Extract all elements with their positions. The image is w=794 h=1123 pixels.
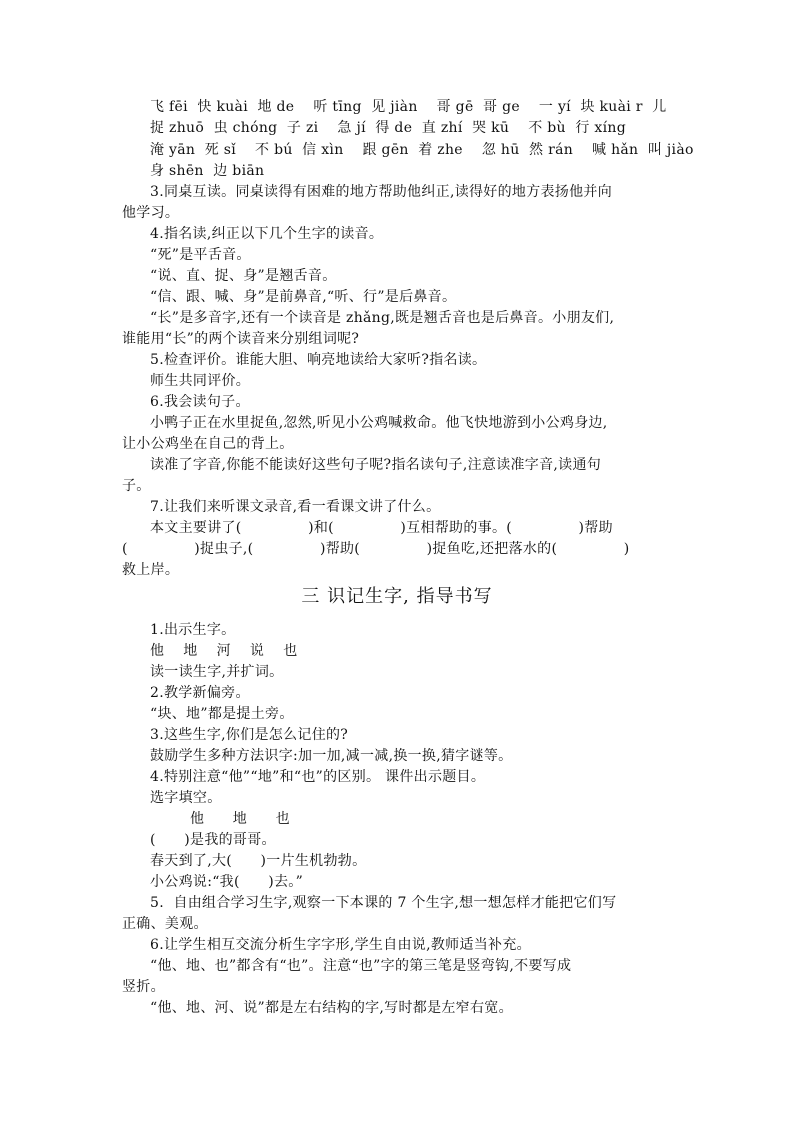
- paragraph-line: 选字填空。: [150, 790, 222, 806]
- paragraph-line: 7.让我们来听课文录音,看一看课文讲了什么。: [150, 499, 441, 515]
- paragraph-line: 他 地 河 说 也: [150, 643, 298, 659]
- paragraph-line: 2.教学新偏旁。: [150, 685, 250, 701]
- paragraph-line: 正确、美观。: [122, 916, 208, 932]
- paragraph-line: 读准了字音,你能不能读好这些句子呢?指名读句子,注意读准字音,读通句: [150, 457, 602, 473]
- paragraph-line: 让小公鸡坐在自己的背上。: [122, 436, 294, 452]
- pinyin-line: 飞 fēi 快 kuài 地 de 听 tīng 见 jiàn 哥 gē 哥 ge 一 yí 块 kuài r 儿: [150, 99, 667, 115]
- paragraph-line: “块、地”都是提土旁。: [150, 706, 294, 722]
- paragraph-line: 5.检查评价。谁能大胆、响亮地读给大家听?指名读。: [150, 352, 487, 368]
- paragraph-line: 师生共同评价。: [150, 373, 251, 389]
- pinyin-line: 身 shēn 边 biān: [150, 163, 265, 179]
- paragraph-line: 6.我会读句子。: [150, 394, 250, 410]
- paragraph-line: ( )是我的哥哥。: [150, 832, 276, 848]
- paragraph-line: 6.让学生相互交流分析生字字形,学生自由说,教师适当补充。: [150, 937, 531, 953]
- paragraph-line: 谁能用“长”的两个读音来分别组词呢?: [122, 331, 360, 347]
- paragraph-line: “长”是多音字,还有一个读音是 zhǎng,既是翘舌音也是后鼻音。小朋友们,: [150, 310, 615, 326]
- paragraph-line: 3.同桌互读。同桌读得有困难的地方帮助他纠正,读得好的地方表扬他并向: [150, 184, 613, 200]
- paragraph-line: 他学习。: [122, 205, 180, 221]
- paragraph-line: 小鸭子正在水里捉鱼,忽然,听见小公鸡喊救命。他飞快地游到小公鸡身边,: [150, 415, 608, 431]
- section-heading: 三 识记生字, 指导书写: [301, 586, 493, 607]
- paragraph-line: 竖折。: [122, 979, 165, 995]
- paragraph-line: 3.这些生字,你们是怎么记住的?: [150, 727, 349, 743]
- paragraph-line: 鼓励学生多种方法识字:加一加,减一减,换一换,猜字谜等。: [150, 748, 513, 764]
- paragraph-line: 本文主要讲了( )和( )互相帮助的事。( )帮助: [150, 520, 613, 536]
- paragraph-line: 子。: [122, 478, 151, 494]
- paragraph-line: “他、地、也”都含有“也”。注意“也”字的第三笔是竖弯钩,不要写成: [150, 958, 572, 974]
- paragraph-line: ( )捉虫子,( )帮助( )捉鱼吃,还把落水的( ): [122, 541, 630, 557]
- paragraph-line: 小公鸡说:“我( )去。”: [150, 874, 304, 890]
- paragraph-line: “说、直、捉、身”是翘舌音。: [150, 268, 337, 284]
- paragraph-line: 5. 自由组合学习生字,观察一下本课的 7 个生字,想一想怎样才能把它们写: [150, 895, 617, 911]
- paragraph-line: 4.指名读,纠正以下几个生字的读音。: [150, 226, 384, 242]
- pinyin-line: 捉 zhuō 虫 chóng 子 zi 急 jí 得 de 直 zhí 哭 kū 不 bù 行 xíng: [150, 120, 626, 136]
- paragraph-line: 救上岸。: [122, 562, 180, 578]
- paragraph-line: 读一读生字,并扩词。: [150, 664, 284, 680]
- paragraph-line: “死”是平舌音。: [150, 247, 251, 263]
- paragraph-line: 1.出示生字。: [150, 622, 236, 638]
- paragraph-line: 春天到了,大( )一片生机勃勃。: [150, 853, 367, 869]
- pinyin-line: 淹 yān 死 sǐ 不 bú 信 xìn 跟 gēn 着 zhe 忽 hū 然 rán 喊 hǎn 叫 jiào: [150, 142, 694, 158]
- paragraph-line: “信、跟、喊、身”是前鼻音,“听、行”是后鼻音。: [150, 289, 457, 305]
- paragraph-line: “他、地、河、说”都是左右结构的字,写时都是左窄右宽。: [150, 1000, 513, 1016]
- paragraph-line: 4.特别注意“他”“地”和“也”的区别。 课件出示题目。: [150, 769, 486, 785]
- paragraph-line: 他 地 也: [190, 811, 290, 827]
